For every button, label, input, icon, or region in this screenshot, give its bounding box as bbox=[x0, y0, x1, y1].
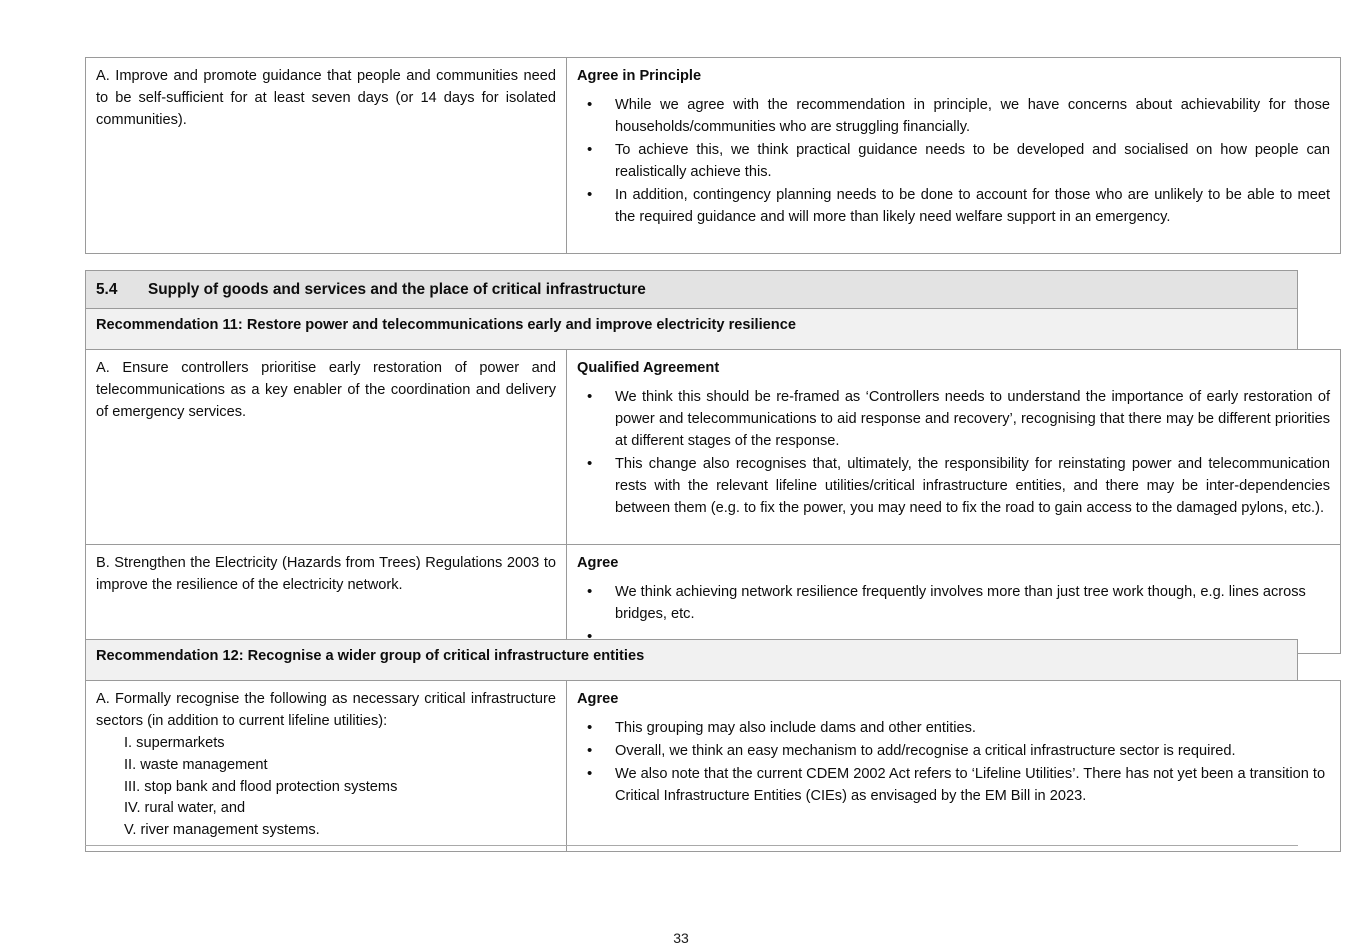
recommendation-11-table bbox=[85, 349, 1341, 654]
response-heading: Qualified Agreement bbox=[577, 360, 720, 376]
recommendation-text: A. Improve and promote guidance that people and communities need to be self-sufficient for at least seven days (or 14 days for isolated communities). bbox=[96, 68, 556, 128]
response-bullet-list bbox=[577, 95, 1330, 228]
list-item: • Overall, we think an easy mechanism to add/recognise a critical infrastructure sector is required. bbox=[577, 741, 1330, 763]
list-item: IV. rural water, and bbox=[124, 800, 246, 817]
recommendation-banner-row bbox=[86, 309, 1298, 351]
response-bullet-list bbox=[577, 582, 1330, 643]
recommendation-12-table bbox=[85, 680, 1341, 852]
table-row bbox=[86, 58, 1341, 254]
footer-divider bbox=[85, 845, 1298, 846]
recommendation-cell bbox=[86, 350, 567, 545]
list-item: • This grouping may also include dams and other entities. bbox=[577, 718, 1330, 740]
section-title: Supply of goods and services and the place of critical infrastructure bbox=[148, 281, 646, 298]
recommendation-11-banner-text: Recommendation 11: Restore power and telecommunications early and improve electricity resilience bbox=[96, 317, 796, 333]
section-number: 5.4 bbox=[96, 281, 118, 298]
recommendation-cell bbox=[86, 681, 567, 852]
table-continuation bbox=[85, 57, 1341, 254]
recommendation-12-banner-text: Recommendation 12: Recognise a wider group of critical infrastructure entities bbox=[96, 648, 645, 664]
list-item: • To achieve this, we think practical guidance needs to be developed and socialised on how people can realistically achieve this. bbox=[577, 140, 1330, 184]
list-item: • This change also recognises that, ultimately, the responsibility for reinstating power and telecommunication rests with the relevant lifeline utilities/critical infrastructure entities, and there may be inter-dependencies between them (e.g. to fix the power, you may need to fix the road to gain access to the damaged pylons, etc.). bbox=[577, 454, 1330, 520]
recommendation-text: A. Formally recognise the following as necessary critical infrastructure sectors (in addition to current lifeline utilities): bbox=[96, 691, 556, 729]
list-item: • While we agree with the recommendation in principle, we have concerns about achievability for those households/communities who are struggling financially. bbox=[577, 95, 1330, 139]
recommendation-banner-row bbox=[86, 640, 1298, 682]
response-heading: Agree in Principle bbox=[577, 68, 702, 84]
list-item: II. waste management bbox=[124, 756, 268, 773]
response-cell bbox=[567, 58, 1341, 254]
table-row bbox=[86, 681, 1341, 852]
response-heading: Agree bbox=[577, 691, 619, 707]
list-item: III. stop bank and flood protection systems bbox=[124, 778, 398, 795]
table-row bbox=[86, 545, 1341, 654]
response-cell bbox=[567, 350, 1341, 545]
recommendation-text: A. Ensure controllers prioritise early restoration of power and telecommunications as a key enabler of the coordination and delivery of emergency services. bbox=[96, 360, 556, 420]
response-bullet-list bbox=[577, 387, 1330, 519]
recommendation-cell bbox=[86, 545, 567, 654]
page-number: 33 bbox=[673, 930, 689, 946]
recommendation-12-banner-table bbox=[85, 639, 1298, 682]
section-header-table bbox=[85, 270, 1298, 310]
table-row bbox=[86, 350, 1341, 545]
list-item: • We think achieving network resilience frequently involves more than just tree work though, e.g. lines across bridges, etc. bbox=[577, 582, 1330, 626]
recommendation-text: B. Strengthen the Electricity (Hazards from Trees) Regulations 2003 to improve the resilience of the electricity network. bbox=[96, 555, 556, 593]
list-item: I. supermarkets bbox=[124, 734, 225, 751]
list-item: • We also note that the current CDEM 2002 Act refers to ‘Lifeline Utilities’. There has not yet been a transition to Critical Infrastructure Entities (CIEs) as envisaged by the EM Bill in 2023. bbox=[577, 764, 1330, 808]
list-item: V. river management systems. bbox=[124, 822, 320, 839]
section-header-row bbox=[86, 271, 1298, 310]
response-cell bbox=[567, 545, 1341, 654]
recommendation-cell bbox=[86, 58, 567, 254]
section-header-cell bbox=[86, 271, 1298, 310]
response-heading: Agree bbox=[577, 555, 619, 571]
recommendation-12-banner-cell bbox=[86, 640, 1298, 682]
response-cell bbox=[567, 681, 1341, 852]
list-item: • In addition, contingency planning needs to be done to account for those who are unlikely to be able to meet the required guidance and will more than likely need welfare support in an emergency. bbox=[577, 185, 1330, 229]
list-item: • We think this should be re-framed as ‘Controllers needs to understand the importance of early restoration of power and telecommunications to aid response and recovery’, recognising that there may be different priorities at different stages of the response. bbox=[577, 387, 1330, 453]
response-bullet-list bbox=[577, 718, 1330, 808]
sub-item-list bbox=[96, 733, 556, 842]
recommendation-11-banner-table bbox=[85, 308, 1298, 351]
recommendation-11-banner-cell bbox=[86, 309, 1298, 351]
